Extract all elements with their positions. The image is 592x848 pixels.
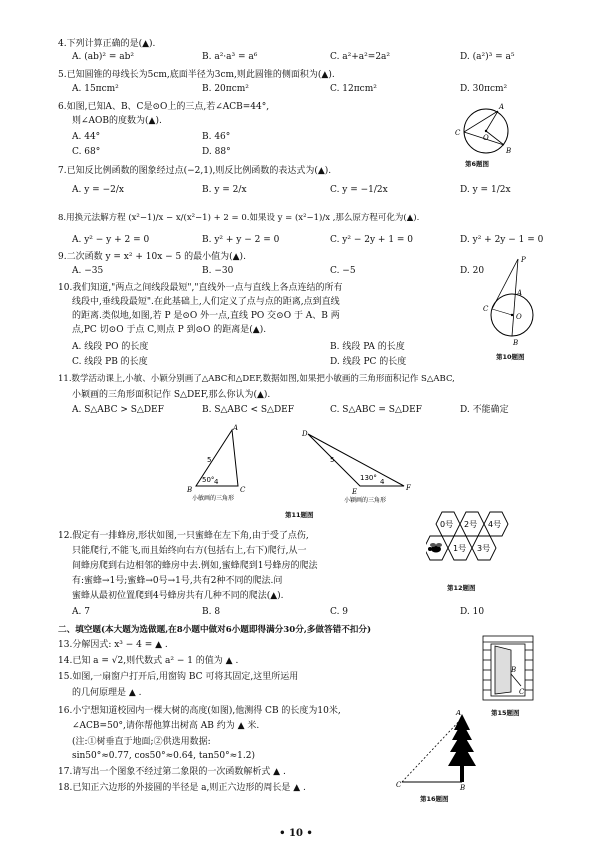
q11-triangle-abc [180,422,260,502]
q16-caption: 第16题图 [420,795,449,803]
q10-option-b: B. 线段 PA 的长度 [330,342,405,352]
q5-option-d: D. 30πcm² [460,84,508,94]
q6-option-d: D. 88° [202,147,231,157]
q16-label-a: A [456,710,462,717]
q8-option-c: C. y² − 2y + 1 = 0 [330,235,414,245]
q11-fig1-caption: 小敏画的三角形 [192,495,235,502]
q16-line-2: ∠ACB=50°,请你帮他算出树高 AB 约为 ▲ 米. [72,721,260,731]
q10-line-3: 的距离.类似地,如图,若 P 是⊙O 外一点,直线 PO 交⊙O 于 A、B 两 [72,311,340,321]
q6-option-a: A. 44° [72,132,101,142]
q8-option-b: B. y² + y − 2 = 0 [202,235,280,245]
q10-line-1: 10.我们知道,"两点之间线段最短","直线外一点与直线上各点连结的所有 [58,283,343,293]
q15-line-2: 的几何原理是 ▲ . [72,688,142,698]
q12-option-d: D. 10 [460,607,485,617]
q16-label-b: B [460,784,466,792]
q11-option-a: A. S△ABC > S△DEF [72,405,164,415]
q6-option-b: B. 46° [202,132,231,142]
q16-line-1: 16.小宁想知道校园内一棵大树的高度(如图),他测得 CB 的长度为10米, [58,706,341,716]
q11-fig2-label-f: F [406,484,411,492]
q12-line-1: 12.假定有一排蜂房,形状如图,一只蜜蜂在左下角,由于受了点伤, [58,531,309,541]
q6-label-o: O [483,134,489,142]
q12-line-4: 有:蜜蜂→1号;蜜蜂→0号→1号,共有2种不同的爬法.问 [72,576,283,586]
q15-window-figure [481,634,537,704]
q15-line-1: 15.如图,一扇窗户打开后,用窗钩 BC 可将其固定,这里所运用 [58,672,299,682]
hex-label-3: 3号 [477,544,491,553]
q6-circle-figure [450,103,520,161]
q11-line-1: 11.数学活动课上,小敏、小颖分别画了△ABC和△DEF,数据如图,如果把小敏画的三角形面积记作 S△ABC, [58,374,455,384]
q11-fig1-side-5: 5 [207,456,212,464]
q9-option-b: B. −30 [202,266,234,276]
q9-option-d: D. 20 [460,266,485,276]
q11-fig1-angle: 50° [202,476,215,484]
q6-label-c: C [455,129,461,137]
q10-line-2: 线段中,垂线段最短".在此基础上,人们定义了点与点的距离,点到直线 [72,297,340,307]
q6-label-a: A [499,103,505,111]
q7-option-d: D. y = 1/2x [460,185,511,195]
q12-line-5: 蜜蜂从最初位置爬到4号蜂房共有几种不同的爬法(▲). [72,591,284,601]
q11-fig2-caption: 小颖画的三角形 [344,497,387,504]
q11-option-b: B. S△ABC < S△DEF [202,405,294,415]
q11-fig2-label-d: D [302,430,308,438]
q16-line-4: sin50°≈0.77, cos50°≈0.64, tan50°≈1.2) [72,751,255,761]
q10-option-c: C. 线段 PB 的长度 [72,357,148,367]
q9-stem: 9.二次函数 y = x² + 10x − 5 的最小值为(▲). [58,252,246,262]
q12-option-a: A. 7 [72,607,90,617]
q11-triangle-def [300,428,420,508]
q10-label-p: P [521,256,526,264]
q4-option-b: B. a²·a³ = a⁶ [202,52,258,62]
q12-caption: 第12题图 [447,584,476,592]
q11-fig2-angle: 130° [360,474,377,482]
q12-line-2: 只能爬行,不能飞,而且始终向右方(包括右上,右下)爬行,从一 [72,546,307,556]
q11-fig2-side-5: 5 [330,456,335,464]
q6-caption: 第6题图 [465,160,490,168]
q15-caption: 第15题图 [491,709,520,717]
q17: 17.请写出一个图象不经过第二象限的一次函数解析式 ▲ . [58,767,286,777]
q12-line-3: 间蜂房爬到右边相邻的蜂房中去.例如,蜜蜂爬到1号蜂房的爬法 [72,561,318,571]
q11-line-2: 小颖画的三角形面积记作 S△DEF,那么你认为(▲). [72,390,271,400]
q8-option-a: A. y² − y + 2 = 0 [72,235,150,245]
q11-fig2-side-4: 4 [380,478,385,486]
q16-label-c: C [396,781,402,789]
q5-option-b: B. 20πcm² [202,84,249,94]
q15-label-b: B [511,666,517,674]
q11-option-d: D. 不能确定 [460,405,509,415]
hex-label-1: 1号 [453,544,467,553]
q8-stem: 8.用换元法解方程 (x²−1)/x − x/(x²−1) + 2 = 0.如果设 y = (x²−1)/x ,那么原方程可化为(▲). [58,213,420,223]
q11-option-c: C. S△ABC = S△DEF [330,405,422,415]
q10-label-c: C [483,305,489,313]
hex-label-4: 4号 [488,520,502,529]
q7-option-b: B. y = 2/x [202,185,247,195]
q10-option-d: D. 线段 PC 的长度 [330,357,407,367]
q10-circle-figure [480,253,540,353]
q10-caption: 第10题图 [496,353,525,361]
q15-label-c: C [519,688,525,696]
bee-icon [428,543,442,553]
q6-stem-1: 6.如图,已知A、B、C是⊙O上的三点,若∠ACB=44°, [58,102,270,112]
hex-label-0: 0号 [440,520,454,529]
q6-label-b: B [506,147,512,155]
q7-option-c: C. y = −1/2x [330,185,388,195]
q8-option-d: D. y² + 2y − 1 = 0 [460,235,544,245]
q11-caption: 第11题图 [285,511,314,519]
q7-stem: 7.已知反比例函数的图象经过点(−2,1),则反比例函数的表达式为(▲). [58,166,332,176]
q9-option-a: A. −35 [72,266,104,276]
q5-stem: 5.已知圆锥的母线长为5cm,底面半径为3cm,则此圆锥的侧面积为(▲). [58,70,335,80]
q6-option-c: C. 68° [72,147,101,157]
q10-label-b: B [513,339,519,347]
q12-option-b: B. 8 [202,607,221,617]
q16-line-3: (注:①树垂直于地面;②供选用数据: [72,737,211,747]
hex-label-2: 2号 [464,520,478,529]
q18: 18.已知正六边形的外接圆的半径是 a,则正六边形的周长是 ▲ . [58,783,306,793]
q4-option-c: C. a²+a²=2a² [330,52,391,62]
tree-icon [448,714,476,782]
q11-fig1-side-4: 4 [214,478,219,486]
q10-label-o: O [516,313,522,321]
q4-option-a: A. (ab)² = ab² [72,52,134,62]
q7-option-a: A. y = −2/x [72,185,124,195]
q5-option-c: C. 12πcm² [330,84,377,94]
q4-stem: 4.下列计算正确的是(▲). [58,39,156,49]
q11-fig1-label-b: B [187,486,193,494]
q11-fig1-label-c: C [240,486,246,494]
q10-line-4: 点,PC 切⊙O 于点 C,则点 P 到⊙O 的距离是(▲). [72,325,267,335]
q4-option-d: D. (a²)³ = a⁵ [460,52,515,62]
q16-tree-figure [396,710,486,792]
q5-option-a: A. 15πcm² [72,84,119,94]
section-2-heading: 二、填空题(本大题为选做题,在8小题中做对6小题即得满分30分,多做答错不扣分) [58,625,372,635]
q6-stem-2: 则∠AOB的度数为(▲). [72,116,162,126]
q11-fig1-label-a: A [233,424,239,432]
q14: 14.已知 a = √2,则代数式 a² − 1 的值为 ▲ . [58,656,239,666]
q10-label-a: A [517,289,523,297]
q12-honeycomb-figure [426,508,526,580]
page-number: • 10 • [279,828,313,839]
q12-option-c: C. 9 [330,607,349,617]
q13: 13.分解因式: x³ − 4 = ▲ . [58,640,168,650]
q11-fig2-label-e: E [352,488,358,496]
q9-option-c: C. −5 [330,266,356,276]
q10-option-a: A. 线段 PO 的长度 [72,342,149,352]
